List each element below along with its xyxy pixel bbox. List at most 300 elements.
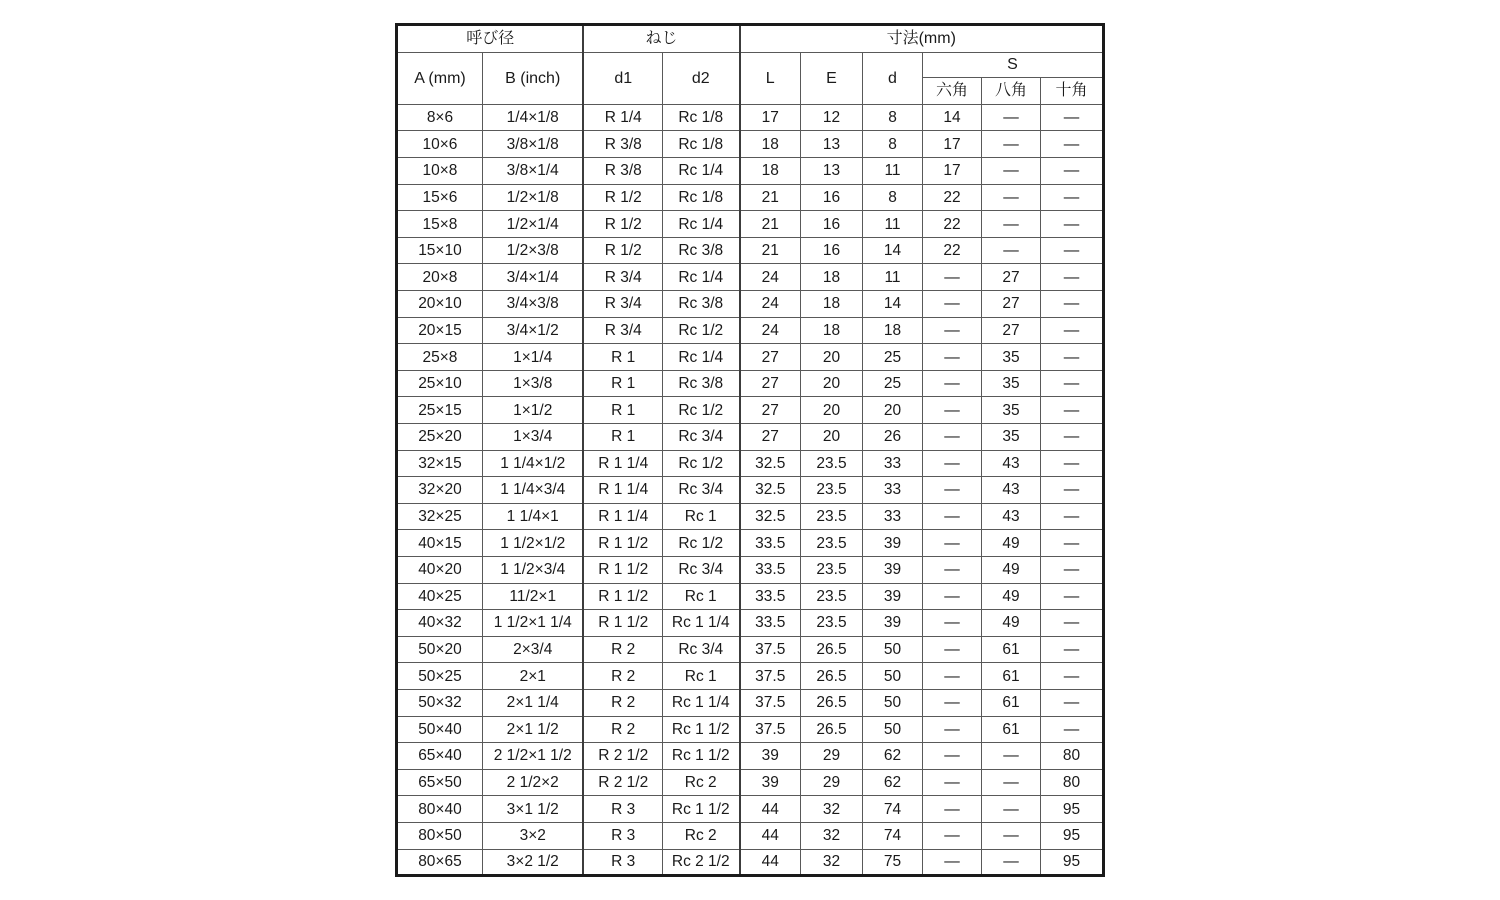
table-row (396, 131, 1103, 158)
table-cell: R 3/4 (583, 317, 662, 344)
header-s: S (923, 52, 1104, 77)
table-row (396, 370, 1103, 397)
table-cell: R 3 (583, 849, 662, 876)
table-cell: 22 (923, 211, 982, 238)
table-cell: 50×40 (396, 716, 482, 743)
table-cell: 26.5 (801, 716, 863, 743)
header-octagon: 八角 (982, 77, 1041, 104)
table-cell: R 2 1/2 (583, 769, 662, 796)
table-cell: R 1 1/2 (583, 556, 662, 583)
table-cell: Rc 1 1/4 (662, 689, 739, 716)
table-cell: 2×1 1/2 (482, 716, 583, 743)
table-cell: — (923, 796, 982, 823)
table-cell: — (1041, 636, 1104, 663)
table-cell: — (1041, 131, 1104, 158)
table-cell: 43 (982, 450, 1041, 477)
table-cell: 20 (801, 370, 863, 397)
table-cell: 2×1 (482, 663, 583, 690)
table-cell: Rc 1/2 (662, 450, 739, 477)
table-cell: R 1/2 (583, 211, 662, 238)
table-cell: 29 (801, 743, 863, 770)
table-cell: 27 (982, 264, 1041, 291)
table-row (396, 583, 1103, 610)
table-cell: 10×8 (396, 158, 482, 185)
table-cell: Rc 3/8 (662, 291, 739, 318)
table-cell: 32×20 (396, 477, 482, 504)
table-cell: 21 (740, 184, 801, 211)
table-cell: 22 (923, 184, 982, 211)
table-cell: 40×25 (396, 583, 482, 610)
header-hexagon: 六角 (923, 77, 982, 104)
table-cell: R 1 (583, 344, 662, 371)
table-cell: 2 1/2×1 1/2 (482, 743, 583, 770)
table-cell: — (1041, 291, 1104, 318)
table-cell: 24 (740, 264, 801, 291)
table-cell: — (1041, 716, 1104, 743)
table-cell: 33 (863, 477, 923, 504)
table-cell: 35 (982, 370, 1041, 397)
table-cell: 37.5 (740, 716, 801, 743)
table-cell: — (1041, 663, 1104, 690)
table-cell: 50×32 (396, 689, 482, 716)
table-cell: 40×15 (396, 530, 482, 557)
table-cell: 95 (1041, 849, 1104, 876)
table-cell: 80 (1041, 769, 1104, 796)
table-cell: 3/4×1/4 (482, 264, 583, 291)
table-cell: 1 1/4×1/2 (482, 450, 583, 477)
table-cell: 14 (923, 104, 982, 131)
header-b-inch: B (inch) (482, 52, 583, 104)
table-cell: 1 1/2×1/2 (482, 530, 583, 557)
table-cell: — (982, 104, 1041, 131)
table-cell: 11/2×1 (482, 583, 583, 610)
table-cell: 20×8 (396, 264, 482, 291)
table-cell: 37.5 (740, 689, 801, 716)
table-cell: 33.5 (740, 556, 801, 583)
table-cell: 65×40 (396, 743, 482, 770)
table-cell: 17 (923, 131, 982, 158)
table-cell: 20 (801, 397, 863, 424)
table-cell: 3×2 1/2 (482, 849, 583, 876)
table-row (396, 184, 1103, 211)
table-cell: 25 (863, 370, 923, 397)
table-cell: Rc 1/4 (662, 264, 739, 291)
table-cell: 50 (863, 716, 923, 743)
table-cell: 14 (863, 291, 923, 318)
table-cell: 62 (863, 769, 923, 796)
table-body (396, 104, 1103, 875)
table-cell: Rc 1 (662, 583, 739, 610)
table-cell: Rc 1/8 (662, 104, 739, 131)
table-cell: — (923, 530, 982, 557)
table-cell: 80×50 (396, 822, 482, 849)
table-cell: R 1/4 (583, 104, 662, 131)
table-cell: 37.5 (740, 663, 801, 690)
table-cell: 32 (801, 796, 863, 823)
table-cell: 3×1 1/2 (482, 796, 583, 823)
table-row (396, 556, 1103, 583)
table-cell: Rc 3/8 (662, 370, 739, 397)
table-header (396, 24, 1103, 104)
table-cell: 35 (982, 397, 1041, 424)
table-cell: Rc 2 1/2 (662, 849, 739, 876)
table-cell: 13 (801, 131, 863, 158)
table-row (396, 743, 1103, 770)
table-cell: 39 (863, 530, 923, 557)
table-cell: 2×1 1/4 (482, 689, 583, 716)
table-row (396, 530, 1103, 557)
table-cell: 25×10 (396, 370, 482, 397)
table-cell: — (923, 636, 982, 663)
table-row (396, 477, 1103, 504)
table-cell: 13 (801, 158, 863, 185)
table-cell: — (1041, 344, 1104, 371)
table-row (396, 849, 1103, 876)
table-cell: — (1041, 264, 1104, 291)
table-cell: 15×10 (396, 237, 482, 264)
header-l: L (740, 52, 801, 104)
table-cell: — (923, 477, 982, 504)
table-row (396, 610, 1103, 637)
table-cell: 49 (982, 530, 1041, 557)
table-cell: 27 (982, 317, 1041, 344)
table-cell: 1 1/4×1 (482, 503, 583, 530)
pipe-fitting-spec-table (395, 23, 1105, 877)
table-cell: — (1041, 556, 1104, 583)
table-cell: 2×3/4 (482, 636, 583, 663)
table-row (396, 796, 1103, 823)
table-cell: Rc 2 (662, 769, 739, 796)
table-cell: 25×8 (396, 344, 482, 371)
table-cell: 1 1/2×1 1/4 (482, 610, 583, 637)
header-group-row (396, 24, 1103, 52)
table-cell: — (923, 849, 982, 876)
table-cell: 8 (863, 184, 923, 211)
table-cell: Rc 1/2 (662, 397, 739, 424)
table-cell: Rc 2 (662, 822, 739, 849)
table-cell: Rc 3/4 (662, 556, 739, 583)
table-cell: 23.5 (801, 530, 863, 557)
table-cell: 39 (863, 610, 923, 637)
table-cell: — (1041, 317, 1104, 344)
table-cell: 95 (1041, 822, 1104, 849)
table-cell: 44 (740, 822, 801, 849)
table-cell: 61 (982, 663, 1041, 690)
table-cell: — (923, 769, 982, 796)
table-cell: 18 (801, 317, 863, 344)
table-cell: 23.5 (801, 503, 863, 530)
table-cell: 27 (740, 370, 801, 397)
table-cell: R 1 (583, 397, 662, 424)
table-row (396, 822, 1103, 849)
table-cell: Rc 3/8 (662, 237, 739, 264)
table-cell: Rc 1/8 (662, 184, 739, 211)
table-cell: 14 (863, 237, 923, 264)
table-cell: — (1041, 583, 1104, 610)
table-cell: 49 (982, 610, 1041, 637)
table-cell: 24 (740, 317, 801, 344)
table-cell: 1×3/8 (482, 370, 583, 397)
table-row (396, 264, 1103, 291)
table-cell: 23.5 (801, 583, 863, 610)
table-cell: 1/2×1/8 (482, 184, 583, 211)
table-cell: Rc 3/4 (662, 636, 739, 663)
table-cell: 44 (740, 796, 801, 823)
table-cell: 20×15 (396, 317, 482, 344)
table-cell: R 1 (583, 424, 662, 451)
table-cell: 26.5 (801, 636, 863, 663)
table-cell: 80 (1041, 743, 1104, 770)
table-cell: 39 (740, 743, 801, 770)
table-cell: R 1/2 (583, 237, 662, 264)
table-cell: R 1 1/2 (583, 530, 662, 557)
table-cell: 43 (982, 503, 1041, 530)
header-d2: d2 (662, 52, 739, 104)
table-cell: 11 (863, 264, 923, 291)
table-cell: 8 (863, 131, 923, 158)
table-cell: — (982, 131, 1041, 158)
table-cell: 27 (740, 397, 801, 424)
table-cell: 23.5 (801, 610, 863, 637)
table-cell: 20×10 (396, 291, 482, 318)
table-cell: 23.5 (801, 477, 863, 504)
table-cell: R 1 1/4 (583, 477, 662, 504)
table-cell: — (923, 503, 982, 530)
table-cell: — (923, 822, 982, 849)
table-cell: — (1041, 184, 1104, 211)
table-cell: — (923, 344, 982, 371)
table-cell: Rc 1 1/2 (662, 743, 739, 770)
table-cell: 11 (863, 158, 923, 185)
table-cell: Rc 1 1/2 (662, 716, 739, 743)
table-cell: 20 (863, 397, 923, 424)
table-cell: 62 (863, 743, 923, 770)
table-cell: 3/4×1/2 (482, 317, 583, 344)
table-cell: 16 (801, 184, 863, 211)
table-cell: 61 (982, 636, 1041, 663)
table-cell: 23.5 (801, 450, 863, 477)
table-cell: 26 (863, 424, 923, 451)
table-cell: 17 (740, 104, 801, 131)
table-cell: 22 (923, 237, 982, 264)
table-cell: Rc 3/4 (662, 477, 739, 504)
table-cell: — (1041, 450, 1104, 477)
table-cell: Rc 1/4 (662, 211, 739, 238)
table-row (396, 769, 1103, 796)
table-row (396, 291, 1103, 318)
table-cell: 15×6 (396, 184, 482, 211)
table-cell: 18 (863, 317, 923, 344)
header-d1: d1 (583, 52, 662, 104)
table-cell: — (923, 610, 982, 637)
table-cell: — (1041, 477, 1104, 504)
table-cell: 10×6 (396, 131, 482, 158)
table-cell: 37.5 (740, 636, 801, 663)
table-cell: 80×40 (396, 796, 482, 823)
table-row (396, 344, 1103, 371)
table-cell: — (923, 264, 982, 291)
table-cell: 74 (863, 822, 923, 849)
table-cell: 2 1/2×2 (482, 769, 583, 796)
table-cell: 21 (740, 211, 801, 238)
table-cell: — (982, 237, 1041, 264)
table-row (396, 158, 1103, 185)
table-cell: R 1 1/2 (583, 610, 662, 637)
table-cell: 29 (801, 769, 863, 796)
header-dimensions: 寸法(mm) (740, 24, 1104, 52)
table-cell: 20 (801, 424, 863, 451)
table-cell: — (982, 769, 1041, 796)
table-cell: Rc 1/4 (662, 158, 739, 185)
table-cell: — (982, 849, 1041, 876)
table-cell: 11 (863, 211, 923, 238)
table-row (396, 689, 1103, 716)
table-cell: 23.5 (801, 556, 863, 583)
table-cell: 50 (863, 689, 923, 716)
table-row (396, 317, 1103, 344)
table-cell: R 3/4 (583, 291, 662, 318)
table-cell: 32 (801, 849, 863, 876)
table-cell: — (923, 291, 982, 318)
table-cell: 32.5 (740, 477, 801, 504)
table-cell: — (1041, 104, 1104, 131)
table-cell: R 2 (583, 716, 662, 743)
table-cell: 12 (801, 104, 863, 131)
table-cell: 15×8 (396, 211, 482, 238)
table-cell: R 2 (583, 636, 662, 663)
table-cell: R 1 1/4 (583, 450, 662, 477)
table-cell: 18 (740, 158, 801, 185)
table-cell: 33 (863, 503, 923, 530)
table-row (396, 104, 1103, 131)
table-cell: — (1041, 424, 1104, 451)
table-cell: 74 (863, 796, 923, 823)
table-cell: — (982, 158, 1041, 185)
header-thread: ねじ (583, 24, 739, 52)
table-cell: 1×1/4 (482, 344, 583, 371)
table-cell: 80×65 (396, 849, 482, 876)
table-cell: 20 (801, 344, 863, 371)
table-row (396, 211, 1103, 238)
table-cell: R 1/2 (583, 184, 662, 211)
table-cell: 27 (740, 344, 801, 371)
table-cell: — (923, 743, 982, 770)
table-cell: 43 (982, 477, 1041, 504)
table-cell: 35 (982, 424, 1041, 451)
table-cell: 39 (740, 769, 801, 796)
table-cell: 26.5 (801, 689, 863, 716)
table-cell: 49 (982, 556, 1041, 583)
table-cell: R 2 (583, 689, 662, 716)
table-cell: 40×20 (396, 556, 482, 583)
table-cell: 1×3/4 (482, 424, 583, 451)
table-cell: — (923, 317, 982, 344)
table-cell: 1/2×3/8 (482, 237, 583, 264)
table-cell: 1 1/2×3/4 (482, 556, 583, 583)
table-row (396, 716, 1103, 743)
table-cell: 16 (801, 237, 863, 264)
table-cell: 32.5 (740, 503, 801, 530)
table-cell: Rc 1/2 (662, 530, 739, 557)
table-cell: — (1041, 237, 1104, 264)
table-cell: 39 (863, 583, 923, 610)
table-cell: 75 (863, 849, 923, 876)
table-cell: 50 (863, 636, 923, 663)
table-cell: 1/4×1/8 (482, 104, 583, 131)
table-cell: R 3 (583, 822, 662, 849)
table-cell: Rc 1/4 (662, 344, 739, 371)
table-cell: 1×1/2 (482, 397, 583, 424)
header-decagon: 十角 (1041, 77, 1104, 104)
table-cell: 33.5 (740, 610, 801, 637)
table-cell: 27 (740, 424, 801, 451)
table-cell: 33.5 (740, 583, 801, 610)
table-cell: 25 (863, 344, 923, 371)
table-cell: 32×25 (396, 503, 482, 530)
table-cell: 40×32 (396, 610, 482, 637)
table-cell: R 3/4 (583, 264, 662, 291)
table-cell: — (923, 556, 982, 583)
header-nominal-diameter: 呼び径 (396, 24, 583, 52)
table-cell: 44 (740, 849, 801, 876)
table-cell: Rc 1/8 (662, 131, 739, 158)
table-cell: — (982, 211, 1041, 238)
table-row (396, 424, 1103, 451)
table-cell: Rc 1 (662, 503, 739, 530)
table-cell: — (923, 663, 982, 690)
table-cell: 25×15 (396, 397, 482, 424)
header-e: E (801, 52, 863, 104)
table-cell: R 3/8 (583, 158, 662, 185)
table-cell: — (923, 583, 982, 610)
table-cell: 18 (801, 291, 863, 318)
table-cell: — (1041, 689, 1104, 716)
table-cell: — (923, 450, 982, 477)
table-cell: — (923, 716, 982, 743)
table-cell: 33 (863, 450, 923, 477)
table-cell: — (1041, 610, 1104, 637)
table-row (396, 663, 1103, 690)
table-cell: R 3 (583, 796, 662, 823)
table-cell: Rc 1 (662, 663, 739, 690)
table-cell: Rc 1/2 (662, 317, 739, 344)
table-cell: 50×25 (396, 663, 482, 690)
table-row (396, 450, 1103, 477)
table-cell: 3/8×1/4 (482, 158, 583, 185)
table-cell: 3/8×1/8 (482, 131, 583, 158)
table-row (396, 397, 1103, 424)
table-cell: 16 (801, 211, 863, 238)
table-cell: — (982, 822, 1041, 849)
table-cell: R 1 1/2 (583, 583, 662, 610)
table-cell: — (923, 424, 982, 451)
table-cell: — (923, 370, 982, 397)
table-cell: R 2 (583, 663, 662, 690)
table-cell: R 1 (583, 370, 662, 397)
table-cell: — (1041, 503, 1104, 530)
table-cell: — (982, 743, 1041, 770)
table-cell: R 2 1/2 (583, 743, 662, 770)
table-cell: — (1041, 211, 1104, 238)
table-cell: 50 (863, 663, 923, 690)
table-cell: — (982, 796, 1041, 823)
table-cell: 32×15 (396, 450, 482, 477)
table-cell: 18 (740, 131, 801, 158)
table-cell: 18 (801, 264, 863, 291)
table-cell: — (1041, 530, 1104, 557)
table-cell: — (923, 689, 982, 716)
table-cell: Rc 3/4 (662, 424, 739, 451)
